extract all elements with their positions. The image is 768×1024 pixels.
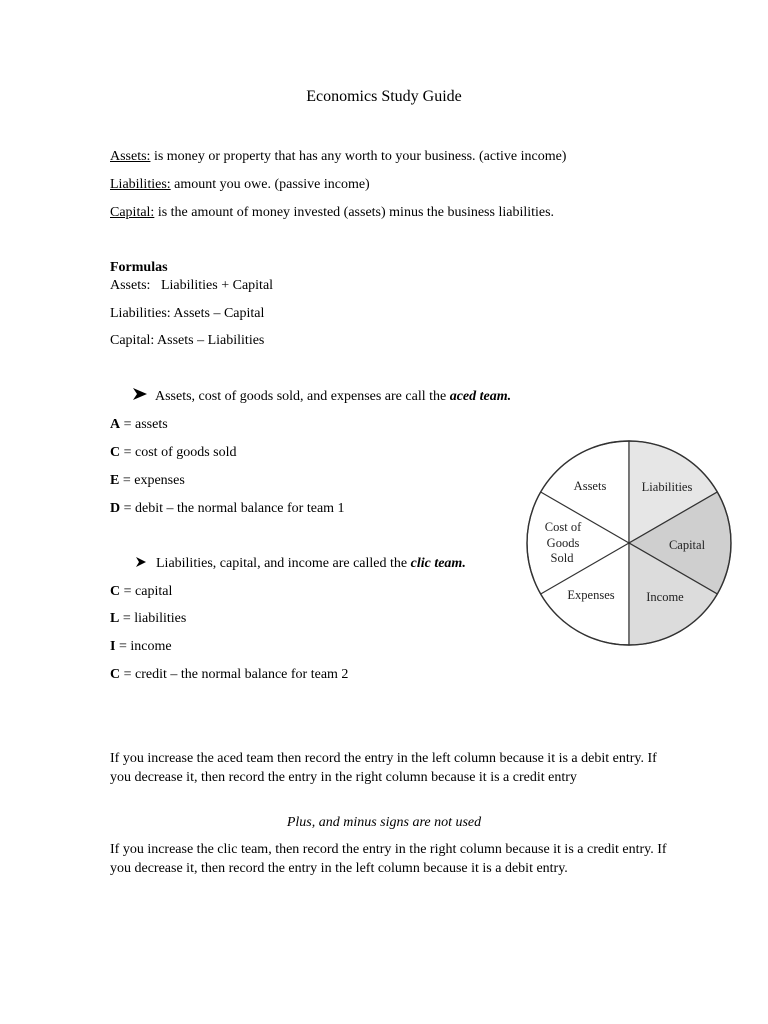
aced-bullet-text: Assets, cost of goods sold, and expenses are call the: [155, 389, 450, 404]
definition-term: Capital:: [110, 205, 155, 220]
pie-label-income: Income: [646, 590, 684, 604]
aced-clic-pie-diagram: [517, 440, 741, 646]
definition-text: is money or property that has any worth to your business. (active income): [150, 149, 567, 164]
pie-label-capital: Capital: [668, 538, 706, 552]
clic-item: [110, 583, 172, 601]
arrow-bullet-icon: [133, 388, 147, 406]
aced-letter: D: [110, 501, 121, 516]
clic-letter: L: [110, 611, 120, 626]
formula-line: Liabilities: Assets – Capital: [110, 306, 265, 321]
aced-text: = assets: [120, 417, 168, 432]
clic-letter: C: [110, 584, 121, 599]
clic-item: [110, 666, 348, 684]
signs-note: Plus, and minus signs are not used: [286, 815, 482, 830]
aced-letter: C: [110, 445, 121, 460]
pie-label-cogs: Goods: [546, 536, 580, 550]
formulas-heading: Formulas: [110, 260, 168, 275]
clic-item: [110, 638, 172, 656]
pie-label-cogs: Cost of: [544, 520, 582, 534]
aced-letter: E: [110, 473, 120, 488]
definition-text: is the amount of money invested (assets) minus the business liabilities.: [154, 205, 555, 220]
aced-rule-paragraph: If you increase the aced team then record the entry in the left column because it is a debit entry. If you decrease it, then record the entry in the right column because it is a credit entry: [110, 751, 657, 785]
clic-bullet: [136, 555, 466, 573]
aced-text: = cost of goods sold: [120, 445, 237, 460]
clic-letter: I: [110, 639, 116, 654]
clic-text: = capital: [120, 584, 173, 599]
aced-item: [110, 472, 185, 490]
page-title: Economics Study Guide: [306, 88, 462, 105]
definition-term: Liabilities:: [110, 177, 171, 192]
definition-capital: [110, 204, 554, 222]
aced-text: = expenses: [119, 473, 185, 488]
definition-assets: [110, 148, 566, 166]
aced-team-name: aced team.: [449, 389, 512, 404]
clic-text: = credit – the normal balance for team 2: [120, 667, 349, 682]
formula-line: Capital: Assets – Liabilities: [110, 333, 265, 348]
clic-letter: C: [110, 667, 121, 682]
clic-bullet-text: Liabilities, capital, and income are called the: [156, 556, 411, 571]
aced-item: [110, 444, 237, 462]
clic-item: [110, 610, 186, 628]
pie-label-expenses: Expenses: [567, 588, 615, 602]
clic-rule-paragraph: If you increase the clic team, then record the entry in the right column because it is a credit entry. If you decrease it, then record the entry in the left column because it is a debit entry.: [110, 842, 667, 876]
pie-label-liabilities: Liabilities: [641, 480, 693, 494]
pie-label-assets: Assets: [573, 479, 607, 493]
pie-label-cogs: Sold: [550, 551, 574, 565]
definition-liabilities: [110, 176, 370, 194]
clic-text: = income: [115, 639, 172, 654]
definition-term: Assets:: [110, 149, 151, 164]
aced-text: = debit – the normal balance for team 1: [120, 501, 345, 516]
clic-team-name: clic team.: [410, 556, 466, 571]
aced-bullet: [133, 388, 511, 406]
definition-text: amount you owe. (passive income): [170, 177, 370, 192]
aced-letter: A: [110, 417, 121, 432]
clic-text: = liabilities: [119, 611, 187, 626]
arrow-bullet-icon: [136, 555, 146, 573]
aced-item: [110, 416, 168, 434]
aced-item: [110, 500, 345, 518]
formula-line: Assets: Liabilities + Capital: [110, 278, 274, 293]
